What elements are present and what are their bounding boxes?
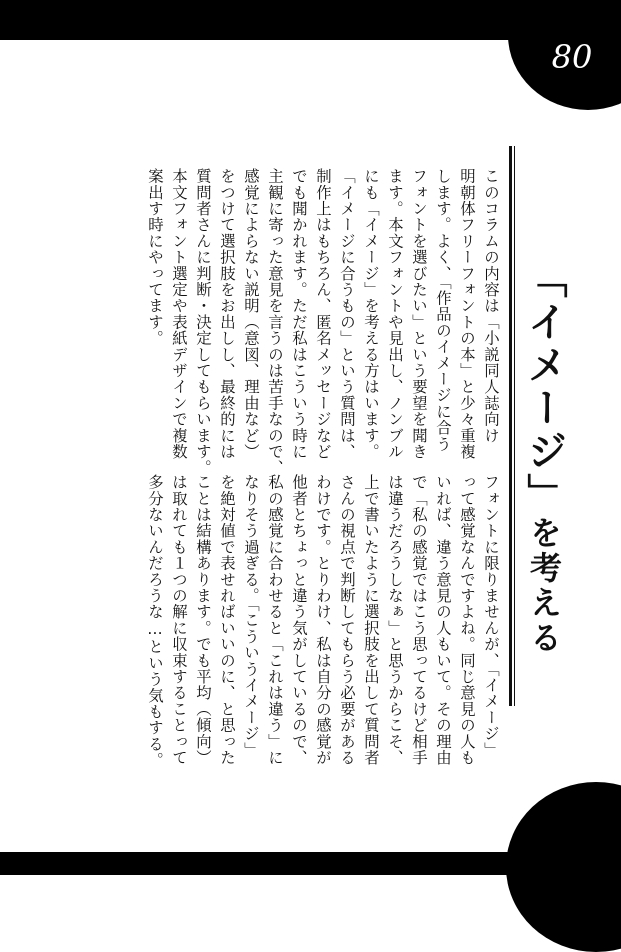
title-main: イメージ — [521, 301, 567, 473]
body-line: でも聞かれます。ただ私はこういう時に — [290, 168, 308, 460]
body-line: を絶対値で表せればいいのに、と思った — [218, 474, 236, 766]
page-title — [520, 258, 568, 658]
body-line: なりそう過ぎる。「こういうイメージ」 — [242, 474, 260, 758]
title-close-bracket: 」 — [521, 473, 567, 516]
body-line: って感覚なんですよね。同じ意見の人も — [458, 474, 476, 766]
body-line: にも「イメージ」を考える方はいます。 — [362, 168, 380, 460]
title-open-bracket: 「 — [521, 258, 567, 301]
body-line: このコラムの内容は「小説同人誌向け — [482, 168, 500, 444]
body-line: 本文フォント選定や表紙デザインで複数 — [170, 168, 188, 460]
body-line: 質問者さんに判断・決定してもらいます。 — [194, 168, 212, 476]
body-column-top — [99, 168, 503, 476]
body-line: ます。本文フォントや見出し、ノンブル — [386, 168, 404, 460]
body-line: をつけて選択肢をお出しし、最終的には — [218, 168, 236, 460]
body-line: 多分ないんだろうな…という気もする。 — [146, 474, 164, 769]
body-line: 制作上はもちろん、匿名メッセージなど — [314, 168, 332, 460]
body-line: します。よく、「作品のイメージに合う — [434, 168, 452, 452]
body-line: は違うだろうしなぁ」と思うからこそ、 — [386, 474, 404, 766]
body-line: は取れても１つの解に収束することって — [170, 474, 188, 766]
body-line: ことは結構あります。でも平均（傾向） — [194, 474, 212, 766]
body-line: わけです。とりわけ、私は自分の感覚が — [314, 474, 332, 766]
page-number: 80 — [551, 38, 593, 76]
title-rule-thick — [509, 146, 512, 706]
body-line: 他者とちょっと違う気がしているので、 — [290, 474, 308, 766]
body-line: 私の感覚に合わせると「これは違う」に — [266, 474, 284, 766]
body-line: で「私の感覚ではこう思ってるけど相手 — [410, 474, 428, 766]
body-line: フォントを選びたい」という要望を聞き — [410, 168, 428, 460]
body-line: さんの視点で判断してもらう必要がある — [338, 474, 356, 766]
body-line: いれば、違う意見の人もいて。その理由 — [434, 474, 452, 766]
title-rule-thin — [514, 146, 515, 706]
body-line: フォントに限りませんが、「イメージ」 — [482, 474, 500, 758]
bottom-corner-tab — [506, 782, 621, 952]
body-line: 案出す時にやってます。 — [146, 168, 164, 347]
title-suffix: を考える — [525, 516, 563, 656]
body-line: 「イメージに合うもの」という質問は、 — [338, 168, 356, 460]
body-line: 感覚によらない説明（意図、理由など） — [242, 168, 260, 460]
body-column-bottom — [99, 474, 503, 769]
body-line: 明朝体フリーフォントの本」と少々重複 — [458, 168, 476, 460]
body-line: 主観に寄った意見を言うのは苦手なので、 — [266, 168, 284, 476]
body-line: 上で書いたように選択肢を出して質問者 — [362, 474, 380, 766]
